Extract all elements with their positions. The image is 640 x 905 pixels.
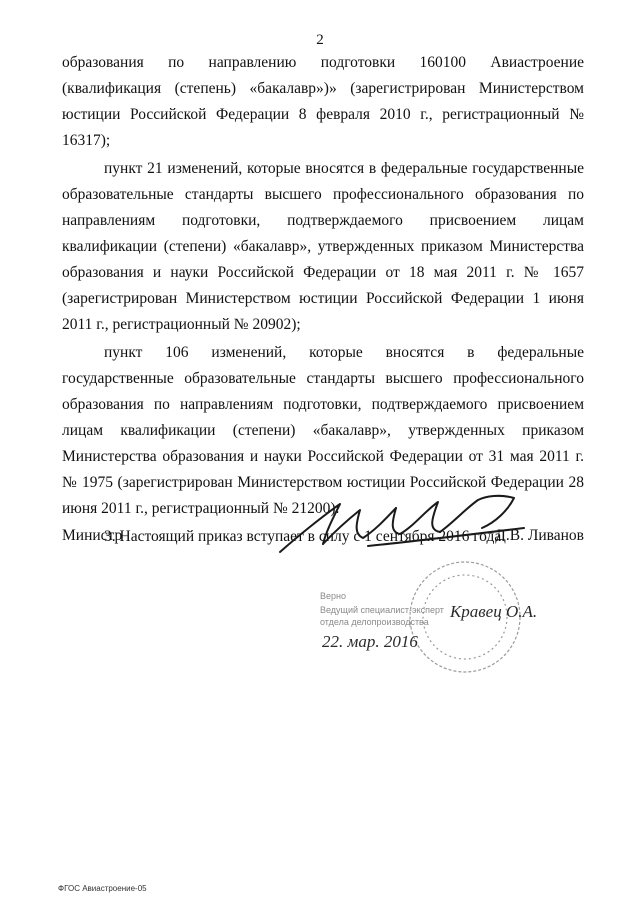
minister-title: Министр bbox=[62, 527, 123, 544]
paragraph-2: пункт 21 изменений, которые вносятся в федеральные государственные образовательные стандарты высшего профессионального образования по направлениям подготовки, подтверждаемого присвоением лицам квалификации (степени) «бакалавр», утвержденных приказом Министерства образования и науки Российской Федерации от 18 мая 2011 г. № 1657 (зарегистрирован Министерством юстиции Российской Федерации 1 июня 2011 г., регистрационный № 20902); bbox=[62, 160, 584, 333]
paragraph-1: образования по направлению подготовки 160100 Авиастроение (квалификация (степень) «бакалавр»)» (зарегистрирован Министерством юстиции Российской Федерации 8 февраля 2010 г., регистрационный № 16317); bbox=[62, 54, 584, 149]
minister-name: Д.В. Ливанов bbox=[495, 527, 584, 544]
body-text bbox=[62, 50, 584, 552]
stamp-handwritten-name: Кравец О.А. bbox=[450, 602, 538, 621]
stamp-line-3: отдела делопроизводства bbox=[320, 617, 429, 627]
stamp-handwritten-date: 22. мар. 2016 bbox=[322, 632, 418, 651]
footer-label: ФГОС Авиастроение-05 bbox=[58, 884, 147, 893]
page-number: 2 bbox=[316, 32, 324, 48]
handwritten-signature bbox=[268, 488, 538, 558]
stamp-line-1: Верно bbox=[320, 591, 346, 601]
certification-stamp bbox=[300, 555, 550, 680]
stamp-line-2: Ведущий специалист-эксперт bbox=[320, 605, 444, 615]
paragraph-4: 3. Настоящий приказ вступает в силу с 1 сентября 2016 года. bbox=[104, 528, 506, 545]
paragraph-3: пункт 106 изменений, которые вносятся в федеральные государственные образовательные стандарты высшего профессионального образования по направлениям подготовки, подтверждаемого присвоением лицам квалификации (степени) «бакалавр», утвержденных приказом Министерства образования и науки Российской Федерации от 31 мая 2011 г. № 1975 (зарегистрирован Министерством юстиции Российской Федерации 28 июня 2011 г., регистрационный № 21200). bbox=[62, 344, 584, 517]
